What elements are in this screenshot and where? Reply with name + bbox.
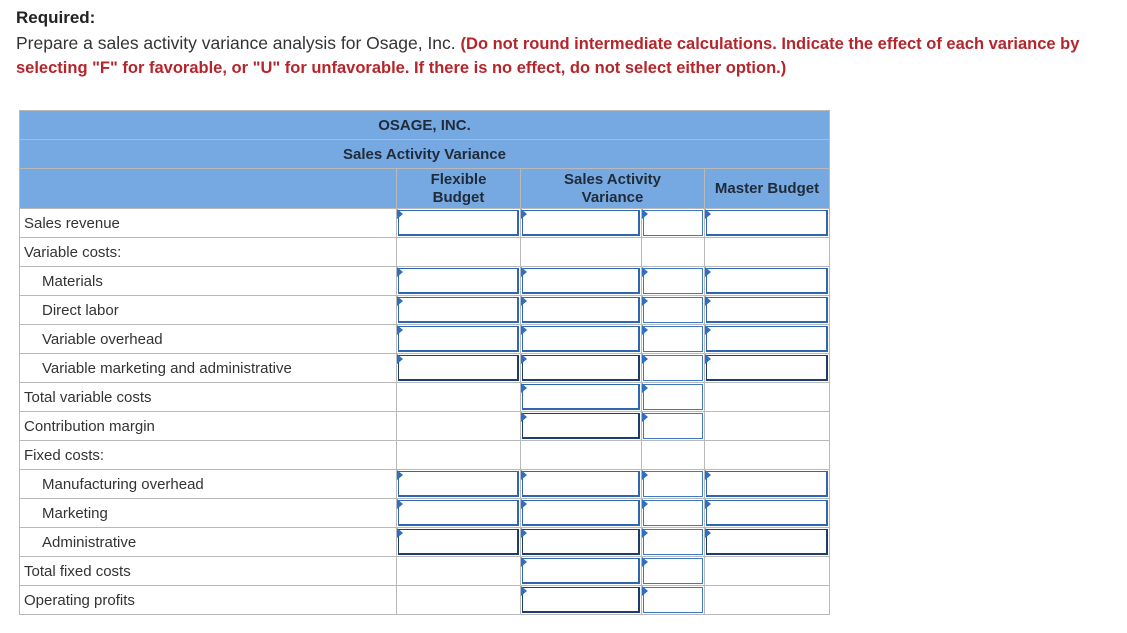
master-budget-input[interactable] bbox=[706, 326, 828, 352]
input-marker-icon bbox=[397, 499, 403, 509]
row-fixed-costs bbox=[20, 441, 830, 470]
flexible-header-line2: Budget bbox=[432, 188, 485, 206]
select-marker-icon bbox=[642, 557, 648, 567]
variance-fu-select[interactable] bbox=[643, 326, 703, 352]
row-label: Total fixed costs bbox=[20, 557, 397, 586]
input-marker-icon bbox=[397, 296, 403, 306]
required-heading: Required: bbox=[16, 8, 96, 27]
master-budget-input[interactable] bbox=[706, 210, 828, 236]
variance-fu-select[interactable] bbox=[643, 268, 703, 294]
input-marker-icon bbox=[397, 354, 403, 364]
row-direct-labor bbox=[20, 296, 830, 325]
master-budget-input[interactable] bbox=[706, 500, 828, 526]
input-marker-icon bbox=[705, 209, 711, 219]
row-manufacturing-overhead bbox=[20, 470, 830, 499]
variance-input[interactable] bbox=[522, 355, 640, 381]
company-name: OSAGE, INC. bbox=[20, 111, 830, 140]
flexible-budget-input[interactable] bbox=[398, 500, 519, 526]
variance-fu-select[interactable] bbox=[643, 413, 703, 439]
instructions-main: Prepare a sales activity variance analysis for Osage, Inc. bbox=[16, 33, 456, 53]
row-total-variable-costs bbox=[20, 383, 830, 412]
input-marker-icon bbox=[397, 267, 403, 277]
input-marker-icon bbox=[705, 325, 711, 335]
row-materials bbox=[20, 267, 830, 296]
row-label: Marketing bbox=[20, 499, 397, 528]
select-marker-icon bbox=[642, 325, 648, 335]
input-marker-icon bbox=[521, 354, 527, 364]
select-marker-icon bbox=[642, 586, 648, 596]
variance-fu-select[interactable] bbox=[643, 500, 703, 526]
row-label: Variable marketing and administrative bbox=[20, 354, 397, 383]
input-marker-icon bbox=[397, 528, 403, 538]
input-marker-icon bbox=[705, 499, 711, 509]
variance-input[interactable] bbox=[522, 210, 640, 236]
variance-fu-select[interactable] bbox=[643, 210, 703, 236]
input-marker-icon bbox=[521, 586, 527, 596]
variance-fu-select[interactable] bbox=[643, 355, 703, 381]
input-marker-icon bbox=[397, 470, 403, 480]
variance-input[interactable] bbox=[522, 297, 640, 323]
master-budget-input[interactable] bbox=[706, 297, 828, 323]
input-marker-icon bbox=[521, 383, 527, 393]
row-contribution-margin bbox=[20, 412, 830, 441]
instructions-note: (Do not round intermediate calculations. Indicate the effect of each variance by selecting "F" for favorable, or "U" for unfavorable. If there is no effect, do not select either option.) bbox=[16, 35, 1080, 77]
row-marketing bbox=[20, 499, 830, 528]
row-total-fixed-costs bbox=[20, 557, 830, 586]
input-marker-icon bbox=[705, 528, 711, 538]
row-label: Direct labor bbox=[20, 296, 397, 325]
variance-input[interactable] bbox=[522, 413, 640, 439]
variance-fu-select[interactable] bbox=[643, 297, 703, 323]
master-budget-input[interactable] bbox=[706, 268, 828, 294]
row-label: Variable overhead bbox=[20, 325, 397, 354]
row-label: Sales revenue bbox=[20, 209, 397, 238]
select-marker-icon bbox=[642, 296, 648, 306]
input-marker-icon bbox=[705, 296, 711, 306]
row-label: Total variable costs bbox=[20, 383, 397, 412]
flexible-budget-header bbox=[397, 169, 521, 209]
select-marker-icon bbox=[642, 209, 648, 219]
master-budget-input[interactable] bbox=[706, 529, 828, 555]
flexible-budget-input[interactable] bbox=[398, 355, 519, 381]
row-label: Operating profits bbox=[20, 586, 397, 615]
worksheet-title: Sales Activity Variance bbox=[20, 140, 830, 169]
variance-fu-select[interactable] bbox=[643, 529, 703, 555]
flexible-budget-input[interactable] bbox=[398, 268, 519, 294]
select-marker-icon bbox=[642, 383, 648, 393]
flexible-budget-input[interactable] bbox=[398, 297, 519, 323]
select-marker-icon bbox=[642, 470, 648, 480]
sales-activity-variance-header bbox=[521, 169, 705, 209]
input-marker-icon bbox=[521, 528, 527, 538]
flexible-budget-input[interactable] bbox=[398, 529, 519, 555]
master-budget-header: Master Budget bbox=[705, 169, 830, 209]
master-budget-input[interactable] bbox=[706, 471, 828, 497]
select-marker-icon bbox=[642, 354, 648, 364]
variance-fu-select[interactable] bbox=[643, 587, 703, 613]
row-operating-profits bbox=[20, 586, 830, 615]
variance-header-line1: Sales Activity bbox=[564, 170, 661, 188]
variance-input[interactable] bbox=[522, 587, 640, 613]
row-label: Manufacturing overhead bbox=[20, 470, 397, 499]
select-marker-icon bbox=[642, 528, 648, 538]
variance-input[interactable] bbox=[522, 384, 640, 410]
row-label: Administrative bbox=[20, 528, 397, 557]
input-marker-icon bbox=[521, 412, 527, 422]
input-marker-icon bbox=[521, 470, 527, 480]
select-marker-icon bbox=[642, 267, 648, 277]
row-variable-costs bbox=[20, 238, 830, 267]
input-marker-icon bbox=[705, 354, 711, 364]
variance-fu-select[interactable] bbox=[643, 558, 703, 584]
flexible-budget-input[interactable] bbox=[398, 471, 519, 497]
select-marker-icon bbox=[642, 412, 648, 422]
variance-input[interactable] bbox=[522, 558, 640, 584]
row-label: Contribution margin bbox=[20, 412, 397, 441]
input-marker-icon bbox=[705, 470, 711, 480]
input-marker-icon bbox=[521, 209, 527, 219]
row-label: Materials bbox=[20, 267, 397, 296]
select-marker-icon bbox=[642, 499, 648, 509]
sales-activity-variance-table bbox=[19, 110, 830, 615]
input-marker-icon bbox=[521, 499, 527, 509]
input-marker-icon bbox=[397, 209, 403, 219]
row-variable-marketing bbox=[20, 354, 830, 383]
row-label: Fixed costs: bbox=[20, 441, 397, 470]
input-marker-icon bbox=[705, 267, 711, 277]
variance-header-line2: Variance bbox=[581, 188, 644, 206]
variance-input[interactable] bbox=[522, 326, 640, 352]
instructions-text bbox=[16, 32, 1116, 80]
input-marker-icon bbox=[521, 557, 527, 567]
input-marker-icon bbox=[397, 325, 403, 335]
variance-fu-select[interactable] bbox=[643, 471, 703, 497]
row-sales-revenue bbox=[20, 209, 830, 238]
variance-fu-select[interactable] bbox=[643, 384, 703, 410]
variance-input[interactable] bbox=[522, 471, 640, 497]
input-marker-icon bbox=[521, 325, 527, 335]
master-budget-input[interactable] bbox=[706, 355, 828, 381]
input-marker-icon bbox=[521, 296, 527, 306]
input-marker-icon bbox=[521, 267, 527, 277]
variance-input[interactable] bbox=[522, 500, 640, 526]
flexible-header-line1: Flexible bbox=[430, 170, 487, 188]
row-administrative bbox=[20, 528, 830, 557]
label-column-header bbox=[20, 169, 397, 209]
row-label: Variable costs: bbox=[20, 238, 397, 267]
variance-input[interactable] bbox=[522, 268, 640, 294]
flexible-budget-input[interactable] bbox=[398, 326, 519, 352]
flexible-budget-input[interactable] bbox=[398, 210, 519, 236]
row-variable-overhead bbox=[20, 325, 830, 354]
variance-input[interactable] bbox=[522, 529, 640, 555]
